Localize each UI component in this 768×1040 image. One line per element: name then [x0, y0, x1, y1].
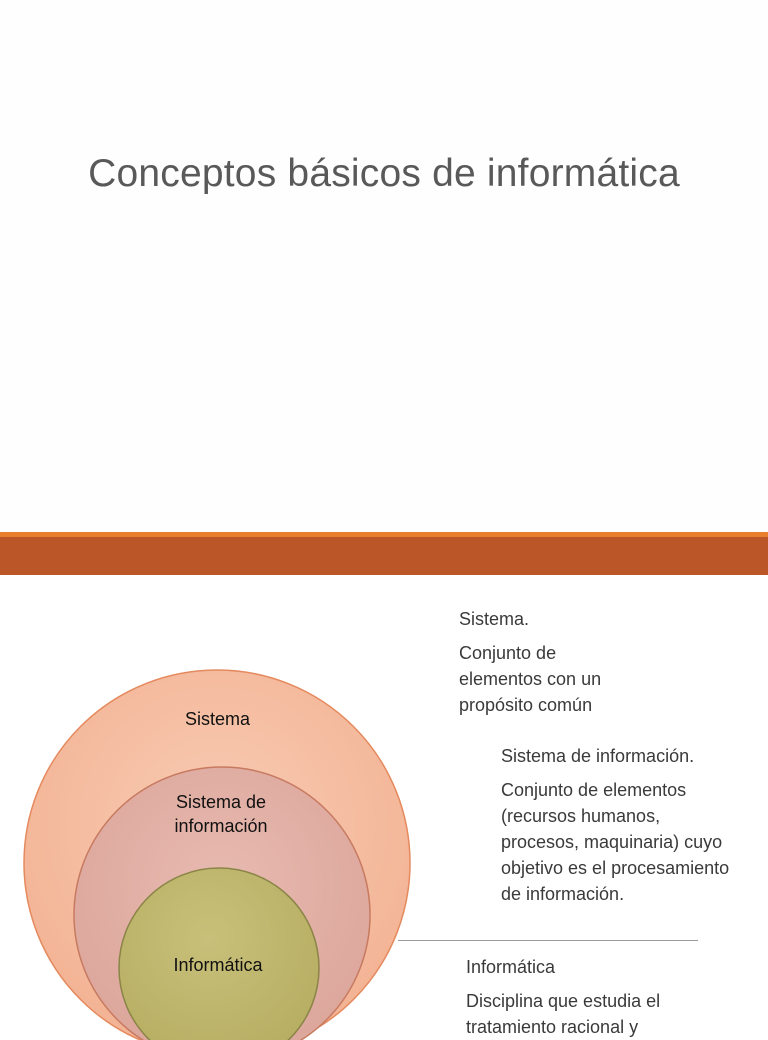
definition-sistema-line: Conjunto de: [459, 643, 557, 663]
slide-title: Conceptos básicos de informática: [88, 152, 680, 195]
definition-informatica-line: Disciplina que estudia el: [466, 991, 661, 1011]
definition-si-line: (recursos humanos,: [501, 806, 661, 826]
slide-band: [0, 537, 768, 575]
definition-si-line: objetivo es el procesamiento: [501, 858, 730, 878]
definition-sistema-line: propósito común: [459, 695, 593, 715]
definition-si-line: Conjunto de elementos: [501, 780, 687, 800]
label-sistema-informacion-2: información: [174, 816, 268, 836]
label-informatica: Informática: [173, 955, 263, 975]
definition-sistema: [459, 606, 601, 718]
definition-si-line: procesos, maquinaria) cuyo: [501, 832, 723, 852]
definition-sistema-informacion: [501, 743, 729, 907]
divider-line: [398, 940, 698, 941]
definition-sistema-heading: Sistema.: [459, 609, 530, 629]
definition-sistema-line: elementos con un: [459, 669, 602, 689]
definition-si-line: de información.: [501, 884, 625, 904]
content-slide: [0, 575, 768, 1037]
definition-informatica-heading: Informática: [466, 957, 556, 977]
label-sistema: Sistema: [184, 709, 251, 729]
definition-informatica: [466, 954, 660, 1040]
definition-informatica-line: tratamiento racional y: [466, 1017, 639, 1037]
label-sistema-informacion-1: Sistema de: [175, 792, 267, 812]
definition-si-heading: Sistema de información.: [501, 746, 695, 766]
